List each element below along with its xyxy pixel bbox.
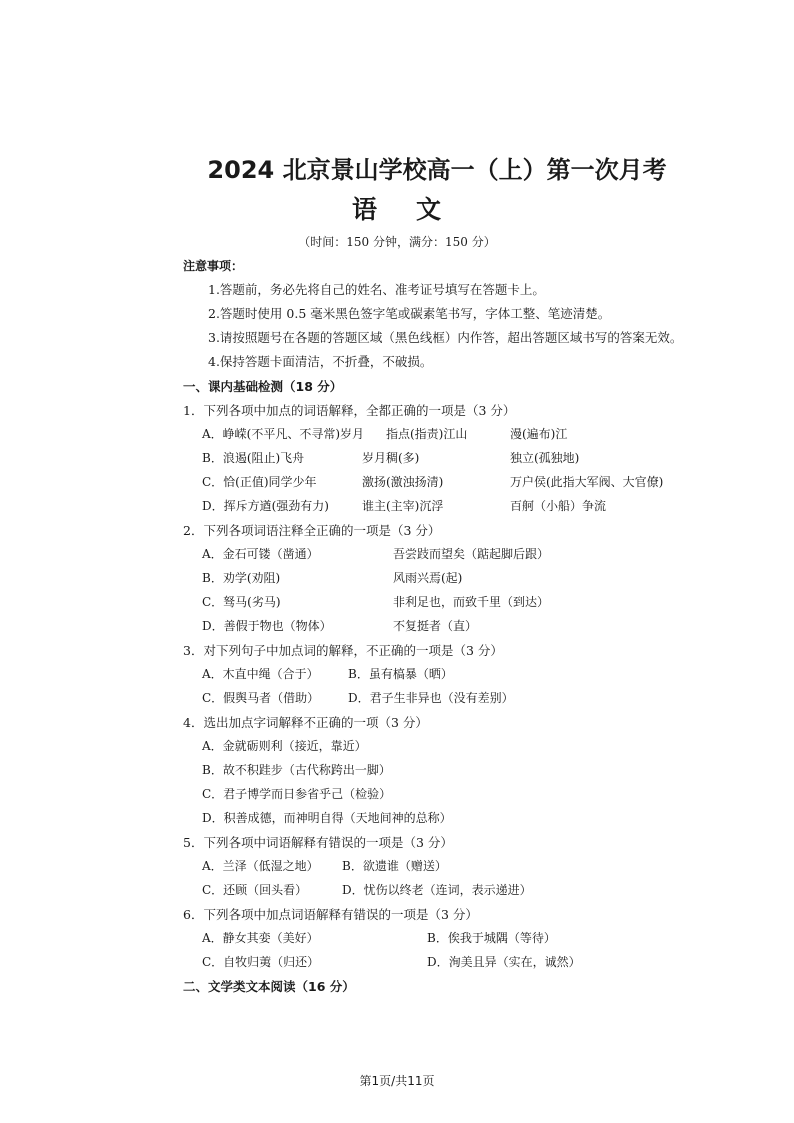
q1-option-d-1: D．挥斥方遒(强劲有力) (202, 499, 329, 513)
q1-option-b-3: 独立(孤独地) (510, 451, 580, 465)
notice-item: 2.答题时使用 0.5 毫米黑色签字笔或碳素笔书写，字体工整、笔迹清楚。 (208, 306, 611, 321)
q5-option-b: B．欲遗谁（赠送） (342, 859, 447, 873)
q1-option-b-1: B．浪遏(阻止)飞舟 (202, 451, 305, 465)
exam-time-info: （时间：150 分钟，满分：150 分） (298, 235, 496, 249)
q1-option-d-2: 谁主(主宰)沉浮 (362, 499, 444, 513)
q1-option-a-3: 漫(遍布)江 (510, 427, 568, 441)
q3-option-c: C．假舆马者（借助） (202, 691, 320, 705)
q2-option-d-1: D．善假于物也（物体） (202, 619, 332, 633)
q2-option-b-1: B．劝学(劝阻) (202, 571, 281, 585)
q6-option-a: A．静女其娈（美好） (202, 931, 319, 945)
q5-option-d: D．忧伤以终老（连词，表示递进） (342, 883, 532, 897)
section-heading-1: 一、课内基础检测（18 分） (183, 379, 343, 394)
section-heading-2: 二、文学类文本阅读（16 分） (183, 979, 355, 994)
q1-option-d-3: 百舸（小船）争流 (510, 499, 607, 513)
q2-option-d-2: 不复挺者（直） (393, 619, 478, 633)
q4-option-a: A．金就砺则利（接近，靠近） (202, 739, 367, 753)
notice-item: 3.请按照题号在各题的答题区域（黑色线框）内作答，超出答题区域书写的答案无效。 (208, 330, 683, 345)
q4-option-d: D．积善成德，而神明自得（天地间神的总称） (202, 811, 452, 825)
notice-item: 1.答题前，务必先将自己的姓名、准考证号填写在答题卡上。 (208, 282, 545, 297)
q3-option-b: B．虽有槁暴（晒） (348, 667, 453, 681)
q4-option-c: C．君子博学而日参省乎己（检验） (202, 787, 392, 801)
q1-option-a-2: 指点(指责)江山 (386, 427, 468, 441)
q2-option-a-2: 吾尝跂而望矣（踮起脚后跟） (393, 547, 550, 561)
q5-option-c: C．还顾（回头看） (202, 883, 308, 897)
q1-option-c-1: C．恰(正值)同学少年 (202, 475, 317, 489)
q4-option-b: B．故不积跬步（古代称跨出一脚） (202, 763, 391, 777)
q1-option-b-2: 岁月稠(多) (362, 451, 420, 465)
question-4-stem: 4．选出加点字词解释不正确的一项（3 分） (183, 715, 428, 730)
q6-option-d: D．洵美且异（实在，诚然） (427, 955, 581, 969)
page-number: 第1页/共11页 (359, 1074, 435, 1088)
subject-title (0, 190, 794, 226)
question-6-stem: 6．下列各项中加点词语解释有错误的一项是（3 分） (183, 907, 478, 922)
q2-option-c-2: 非利足也，而致千里（到达） (393, 595, 550, 609)
question-3-stem: 3．对下列句子中加点词的解释，不正确的一项是（3 分） (183, 643, 503, 658)
q1-option-a-1: A．峥嵘(不平凡、不寻常)岁月 (202, 427, 365, 441)
question-1-stem: 1．下列各项中加点的词语解释，全都正确的一项是（3 分） (183, 403, 516, 418)
page-title: 2024 北京景山学校高一（上）第一次月考 (207, 156, 667, 184)
question-2-stem: 2．下列各项词语注释全正确的一项是（3 分） (183, 523, 441, 538)
q1-option-c-2: 激扬(激浊扬清) (362, 475, 444, 489)
q2-option-c-1: C．驽马(劣马) (202, 595, 281, 609)
subject-char-1: 语 (351, 195, 378, 224)
q3-option-d: D．君子生非异也（没有差别） (348, 691, 514, 705)
q5-option-a: A．兰泽（低湿之地） (202, 859, 319, 873)
q6-option-b: B．俟我于城隅（等待） (427, 931, 556, 945)
question-5-stem: 5．下列各项中词语解释有错误的一项是（3 分） (183, 835, 453, 850)
q1-option-c-3: 万户侯(此指大军阀、大官僚) (510, 475, 664, 489)
notice-item: 4.保持答题卡面清洁，不折叠，不破损。 (208, 354, 433, 369)
subject-char-2: 文 (416, 195, 443, 224)
q6-option-c: C．自牧归荑（归还） (202, 955, 320, 969)
q2-option-a-1: A．金石可镂（凿通） (202, 547, 319, 561)
q3-option-a: A．木直中绳（合于） (202, 667, 319, 681)
notice-heading: 注意事项： (183, 259, 244, 273)
q2-option-b-2: 风雨兴焉(起) (393, 571, 463, 585)
